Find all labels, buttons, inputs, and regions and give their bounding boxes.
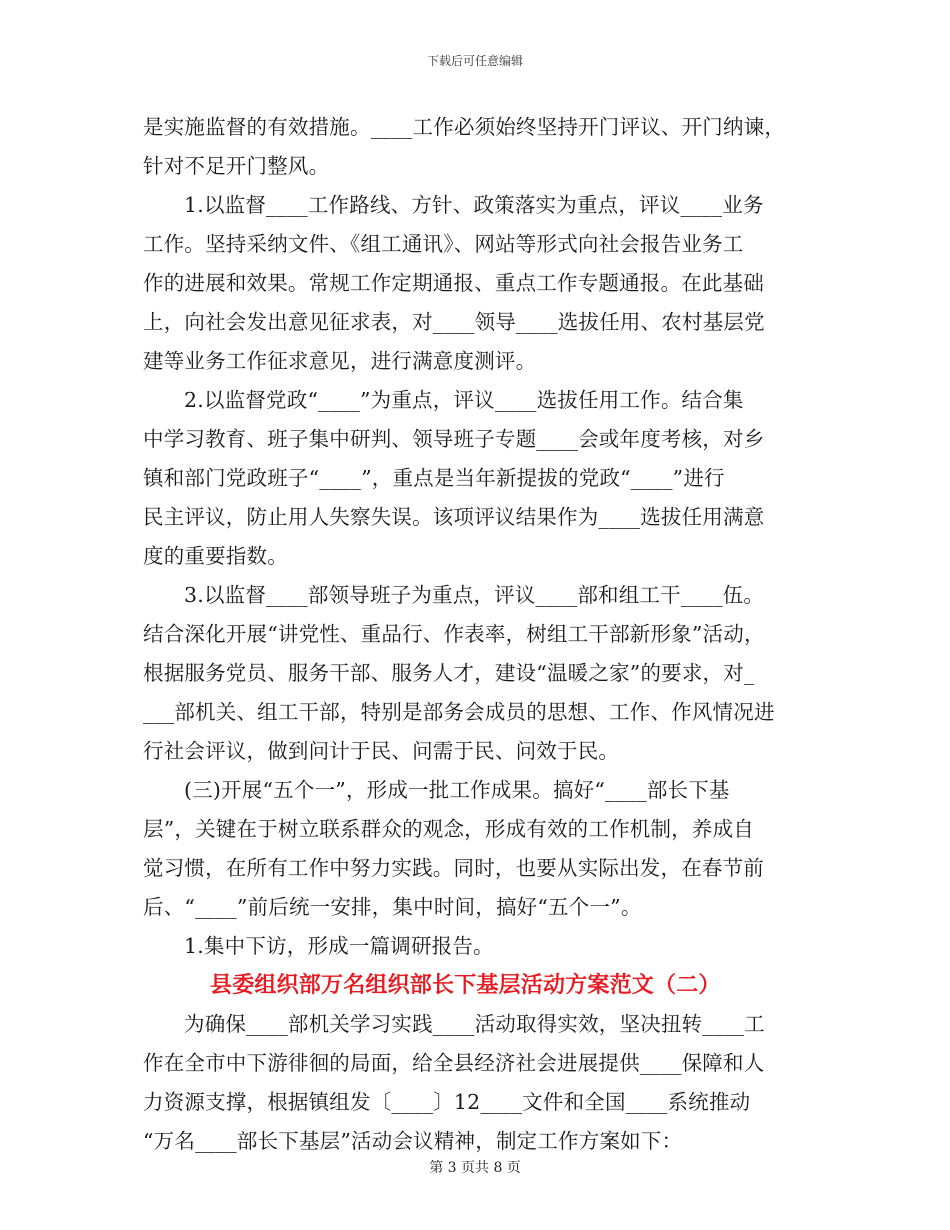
- paragraph-line: 3.以监督____部领导班子为重点，评议____部和组工干____伍。: [184, 583, 765, 607]
- paragraph-line: 行社会评议，做到问计于民、问需于民、问效于民。: [143, 739, 620, 763]
- document-body: [143, 108, 807, 1161]
- paragraph-line: 镇和部门党政班子“____”，重点是当年新提拔的党政“____”进行: [143, 466, 725, 490]
- paragraph-line: 力资源支撑，根据镇组发〔____〕12____文件和全国____系统推动: [143, 1090, 751, 1114]
- paragraph-line: 作在全市中下游徘徊的局面，给全县经济社会进展提供____保障和人: [143, 1051, 765, 1075]
- paragraph-line: 中学习教育、班子集中研判、领导班子专题____会或年度考核，对乡: [143, 427, 765, 451]
- paragraph-line: “万名____部长下基层”活动会议精神，制定工作方案如下：: [143, 1129, 683, 1153]
- paragraph-line: 2.以监督党政“____”为重点，评议____选拔任用工作。结合集: [184, 388, 744, 412]
- paragraph-line: 针对不足开门整风。: [143, 154, 330, 178]
- page-header: 下载后可任意编辑: [426, 54, 523, 68]
- paragraph-line: ___部机关、组工干部，特别是部务会成员的思想、工作、作风情况进: [143, 700, 775, 724]
- paragraph-line: 度的重要指数。: [143, 544, 288, 568]
- paragraph-line: 结合深化开展“讲党性、重品行、作表率，树组工干部新形象”活动，: [143, 622, 765, 646]
- paragraph-line: 1.以监督____工作路线、方针、政策落实为重点，评议____业务: [184, 193, 764, 217]
- paragraph-line: 工作。坚持采纳文件、《组工通讯》、网站等形式向社会报告业务工: [143, 232, 744, 256]
- paragraph-line: 层”，关键在于树立联系群众的观念，形成有效的工作机制，养成自: [143, 817, 754, 841]
- paragraph-line: 上，向社会发出意见征求表，对____领导____选拔任用、农村基层党: [143, 310, 765, 334]
- page-footer: 第 3 页共 8 页: [429, 1160, 521, 1176]
- section-title: 县委组织部万名组织部长下基层活动方案范文（二）: [210, 972, 721, 998]
- paragraph-line: 作的进展和效果。常规工作定期通报、重点工作专题通报。在此基础: [143, 271, 764, 295]
- paragraph-line: 是实施监督的有效措施。____工作必须始终坚持开门评议、开门纳谏，: [143, 115, 786, 139]
- paragraph-line: 觉习惯，在所有工作中努力实践。同时，也要从实际出发，在春节前: [143, 856, 764, 880]
- paragraph-line: 根据服务党员、服务干部、服务人才，建设“温暖之家”的要求，对_: [143, 661, 755, 685]
- paragraph-line: 为确保____部机关学习实践____活动取得实效，坚决扭转____工: [184, 1012, 765, 1036]
- paragraph-line: 后、“____”前后统一安排，集中时间，搞好“五个一”。: [143, 895, 642, 919]
- paragraph-line: 民主评议，防止用人失察失误。该项评议结果作为____选拔任用满意: [143, 505, 765, 529]
- paragraph-line: 1.集中下访，形成一篇调研报告。: [184, 934, 494, 958]
- paragraph-line: (三)开展“五个一”，形成一批工作成果。搞好“____部长下基: [184, 778, 730, 802]
- paragraph-line: 建等业务工作征求意见，进行满意度测评。: [143, 349, 537, 373]
